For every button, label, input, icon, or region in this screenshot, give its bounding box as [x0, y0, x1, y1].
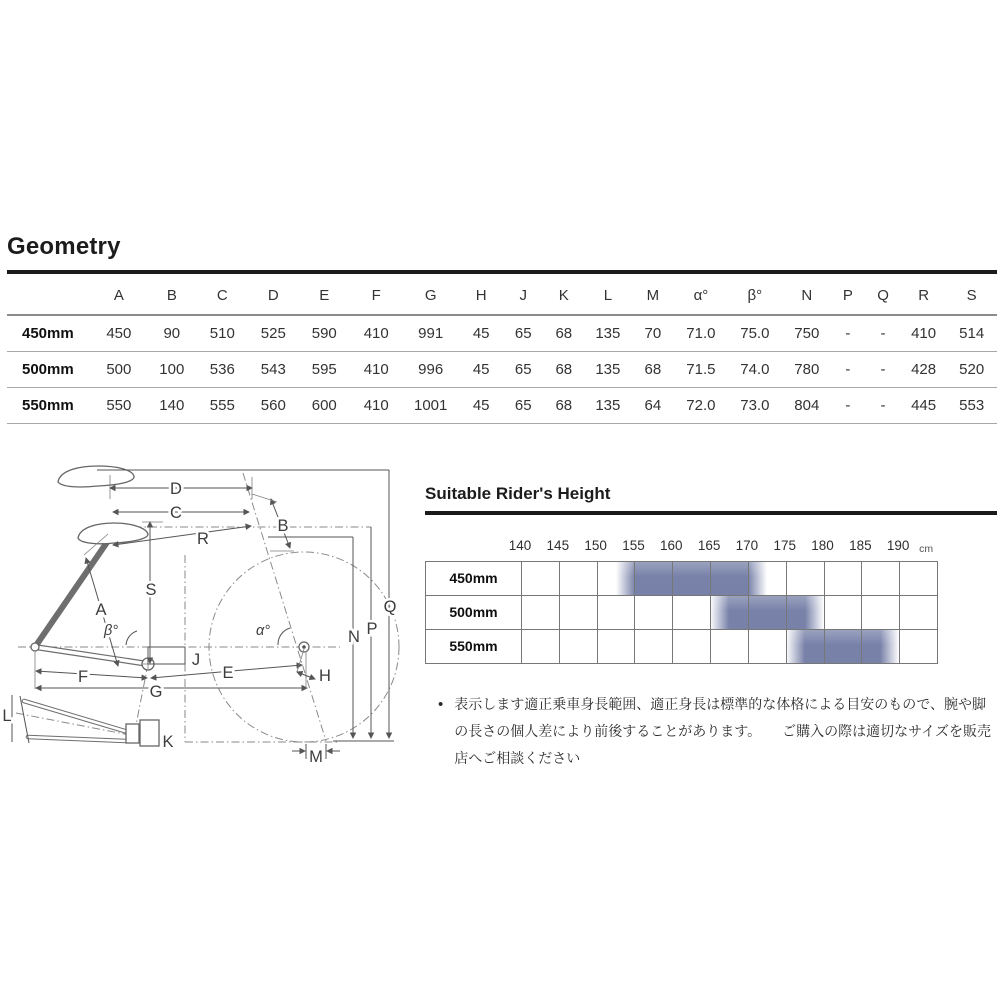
column-header: H	[458, 274, 504, 315]
table-cell: 410	[350, 315, 403, 352]
table-cell: 135	[585, 315, 631, 352]
grid-line	[521, 630, 522, 663]
bike-geometry-diagram	[0, 455, 420, 775]
dimension-labels	[2, 480, 396, 766]
saddle	[58, 466, 134, 487]
table-cell: 520	[946, 352, 997, 388]
column-header: α°	[675, 274, 726, 315]
size-row-label: 500mm	[7, 352, 91, 388]
table-cell: 514	[946, 315, 997, 352]
height-range-band	[616, 562, 767, 595]
grid-line	[861, 562, 862, 595]
chart-row-label: 500mm	[449, 604, 498, 620]
dim-label-n: N	[348, 628, 360, 646]
grid-line	[899, 596, 900, 629]
chart-row-area	[521, 596, 937, 629]
table-cell: 410	[350, 388, 403, 424]
column-header: S	[946, 274, 997, 315]
rider-height-section	[425, 484, 997, 772]
frame-tubes	[35, 535, 148, 664]
size-row-label: 550mm	[7, 388, 91, 424]
column-header: B	[147, 274, 197, 315]
dim-label-d: D	[170, 480, 182, 498]
dim-label-beta: β°	[103, 623, 119, 639]
dim-label-b: B	[277, 517, 289, 535]
table-cell: -	[865, 315, 901, 352]
table-cell: 555	[197, 388, 247, 424]
dim-label-e: E	[222, 664, 234, 682]
table-row	[7, 352, 997, 388]
axis-tick: 185	[849, 537, 872, 553]
table-row	[7, 315, 997, 352]
grid-line	[634, 596, 635, 629]
dim-label-k: K	[162, 733, 174, 751]
table-cell: 70	[631, 315, 676, 352]
table-cell: -	[831, 388, 866, 424]
table-cell: 68	[543, 352, 586, 388]
column-header: R	[901, 274, 947, 315]
chart-row-450mm	[426, 562, 937, 595]
table-cell: 510	[197, 315, 247, 352]
column-header: D	[248, 274, 299, 315]
table-cell: 590	[299, 315, 349, 352]
table-cell: 536	[197, 352, 247, 388]
table-cell: 780	[783, 352, 831, 388]
table-cell: 750	[783, 315, 831, 352]
chart-row-label: 550mm	[449, 638, 498, 654]
column-header: P	[831, 274, 866, 315]
table-cell: 135	[585, 352, 631, 388]
table-cell: 65	[504, 352, 543, 388]
axis-tick: 180	[811, 537, 834, 553]
table-cell: -	[865, 388, 901, 424]
table-cell: 65	[504, 388, 543, 424]
dim-label-r: R	[197, 530, 209, 548]
size-row-label: 450mm	[7, 315, 91, 352]
header-row	[7, 274, 997, 315]
grid-line	[748, 630, 749, 663]
table-cell: 65	[504, 315, 543, 352]
column-header: E	[299, 274, 349, 315]
grid-line	[559, 562, 560, 595]
corner-cell	[7, 274, 91, 315]
table-cell: 600	[299, 388, 349, 424]
chart-row-area	[521, 562, 937, 595]
column-header: K	[543, 274, 586, 315]
dim-label-alpha: α°	[255, 623, 271, 639]
rider-height-rule	[425, 511, 997, 515]
axis-tick: 155	[622, 537, 645, 553]
grid-line	[521, 562, 522, 595]
grid-line	[521, 596, 522, 629]
reference-lines	[16, 473, 399, 742]
table-cell: 410	[901, 315, 947, 352]
dim-label-f: F	[77, 668, 89, 686]
axis-tick: 140	[508, 537, 532, 553]
axis-tick: 145	[546, 537, 570, 553]
geometry-section	[7, 233, 997, 424]
dim-label-q: Q	[383, 598, 397, 616]
table-cell: 804	[783, 388, 831, 424]
axis-tick: 165	[697, 537, 721, 553]
axis-tick: 160	[660, 537, 683, 553]
chart-row-area	[521, 630, 937, 663]
dim-label-l: L	[2, 707, 12, 725]
table-cell: 140	[147, 388, 197, 424]
table-cell: -	[831, 352, 866, 388]
grid-line	[672, 630, 673, 663]
table-cell: 135	[585, 388, 631, 424]
grid-line	[899, 630, 900, 663]
table-cell: 553	[946, 388, 997, 424]
grid-line	[748, 562, 749, 595]
table-cell: 72.0	[675, 388, 726, 424]
table-cell: 428	[901, 352, 947, 388]
grid-line	[672, 562, 673, 595]
chart-row-500mm	[426, 595, 937, 629]
column-header: F	[350, 274, 403, 315]
grid-line	[559, 596, 560, 629]
column-header: N	[783, 274, 831, 315]
geometry-table	[7, 274, 997, 424]
height-range-band	[786, 630, 899, 663]
grid-line	[597, 562, 598, 595]
table-cell: 45	[458, 388, 504, 424]
table-cell: 64	[631, 388, 676, 424]
table-cell: 74.0	[727, 352, 783, 388]
table-cell: 73.0	[727, 388, 783, 424]
dim-label-c: C	[170, 504, 182, 522]
grid-line	[559, 630, 560, 663]
dim-label-p: P	[366, 620, 378, 638]
rider-height-chart	[425, 561, 938, 664]
grid-line	[597, 596, 598, 629]
table-cell: 68	[631, 352, 676, 388]
table-cell: 560	[248, 388, 299, 424]
hubs	[31, 642, 309, 670]
table-cell: 450	[91, 315, 146, 352]
column-header: L	[585, 274, 631, 315]
axis-tick: 150	[584, 537, 607, 553]
saddle-low-position	[78, 523, 148, 544]
grid-line	[634, 562, 635, 595]
table-cell: 500	[91, 352, 146, 388]
table-cell: 410	[350, 352, 403, 388]
table-cell: 595	[299, 352, 349, 388]
axis-tick: 175	[773, 537, 796, 553]
dim-label-m: M	[309, 748, 323, 766]
grid-line	[597, 630, 598, 663]
chart-row-label: 450mm	[449, 570, 498, 586]
chart-row-550mm	[426, 629, 937, 663]
grid-line	[710, 596, 711, 629]
axis-tick: 170	[735, 537, 759, 553]
grid-line	[861, 630, 862, 663]
dimension-lines	[35, 470, 389, 759]
note-text: 表示します適正乗車身長範囲、適正身長は標準的な体格による目安のもので、腕や脚の長さの個人差により前後することがあります。 ご購入の際は適切なサイズを販売店へご相談ください	[454, 695, 992, 766]
column-header: G	[403, 274, 458, 315]
table-cell: 525	[248, 315, 299, 352]
grid-line	[786, 596, 787, 629]
column-header: M	[631, 274, 676, 315]
grid-line	[899, 562, 900, 595]
table-cell: 550	[91, 388, 146, 424]
rider-height-title: Suitable Rider's Height	[425, 484, 611, 503]
grid-line	[672, 596, 673, 629]
axis-tick: 190	[886, 537, 910, 553]
grid-line	[748, 596, 749, 629]
axis-ticks	[425, 535, 938, 561]
height-range-band	[710, 596, 823, 629]
grid-line	[710, 630, 711, 663]
geometry-title: Geometry	[7, 233, 121, 260]
dim-label-g: G	[149, 683, 163, 701]
bullet-icon: •	[438, 695, 444, 713]
note	[425, 691, 997, 772]
column-header: J	[504, 274, 543, 315]
table-cell: -	[865, 352, 901, 388]
table-cell: 68	[543, 315, 586, 352]
table-cell: 445	[901, 388, 947, 424]
dim-label-s: S	[145, 581, 157, 599]
table-cell: 45	[458, 315, 504, 352]
table-cell: 75.0	[727, 315, 783, 352]
table-cell: 543	[248, 352, 299, 388]
table-cell: 991	[403, 315, 458, 352]
dim-label-a: A	[95, 601, 107, 619]
grid-line	[710, 562, 711, 595]
grid-line	[786, 562, 787, 595]
column-header: β°	[727, 274, 783, 315]
grid-line	[824, 562, 825, 595]
table-cell: 68	[543, 388, 586, 424]
grid-line	[824, 596, 825, 629]
dim-label-h: H	[319, 667, 331, 685]
column-header: C	[197, 274, 247, 315]
table-cell: 90	[147, 315, 197, 352]
unit-label: cm	[919, 542, 934, 555]
grid-line	[786, 630, 787, 663]
table-cell: 45	[458, 352, 504, 388]
table-cell: 71.0	[675, 315, 726, 352]
grid-line	[861, 596, 862, 629]
column-header: Q	[865, 274, 901, 315]
table-cell: 100	[147, 352, 197, 388]
dim-label-j: J	[191, 651, 201, 669]
grid-line	[824, 630, 825, 663]
table-cell: 1001	[403, 388, 458, 424]
grid-line	[634, 630, 635, 663]
table-cell: 71.5	[675, 352, 726, 388]
table-cell: 996	[403, 352, 458, 388]
table-cell: -	[831, 315, 866, 352]
column-header: A	[91, 274, 146, 315]
table-row	[7, 388, 997, 424]
